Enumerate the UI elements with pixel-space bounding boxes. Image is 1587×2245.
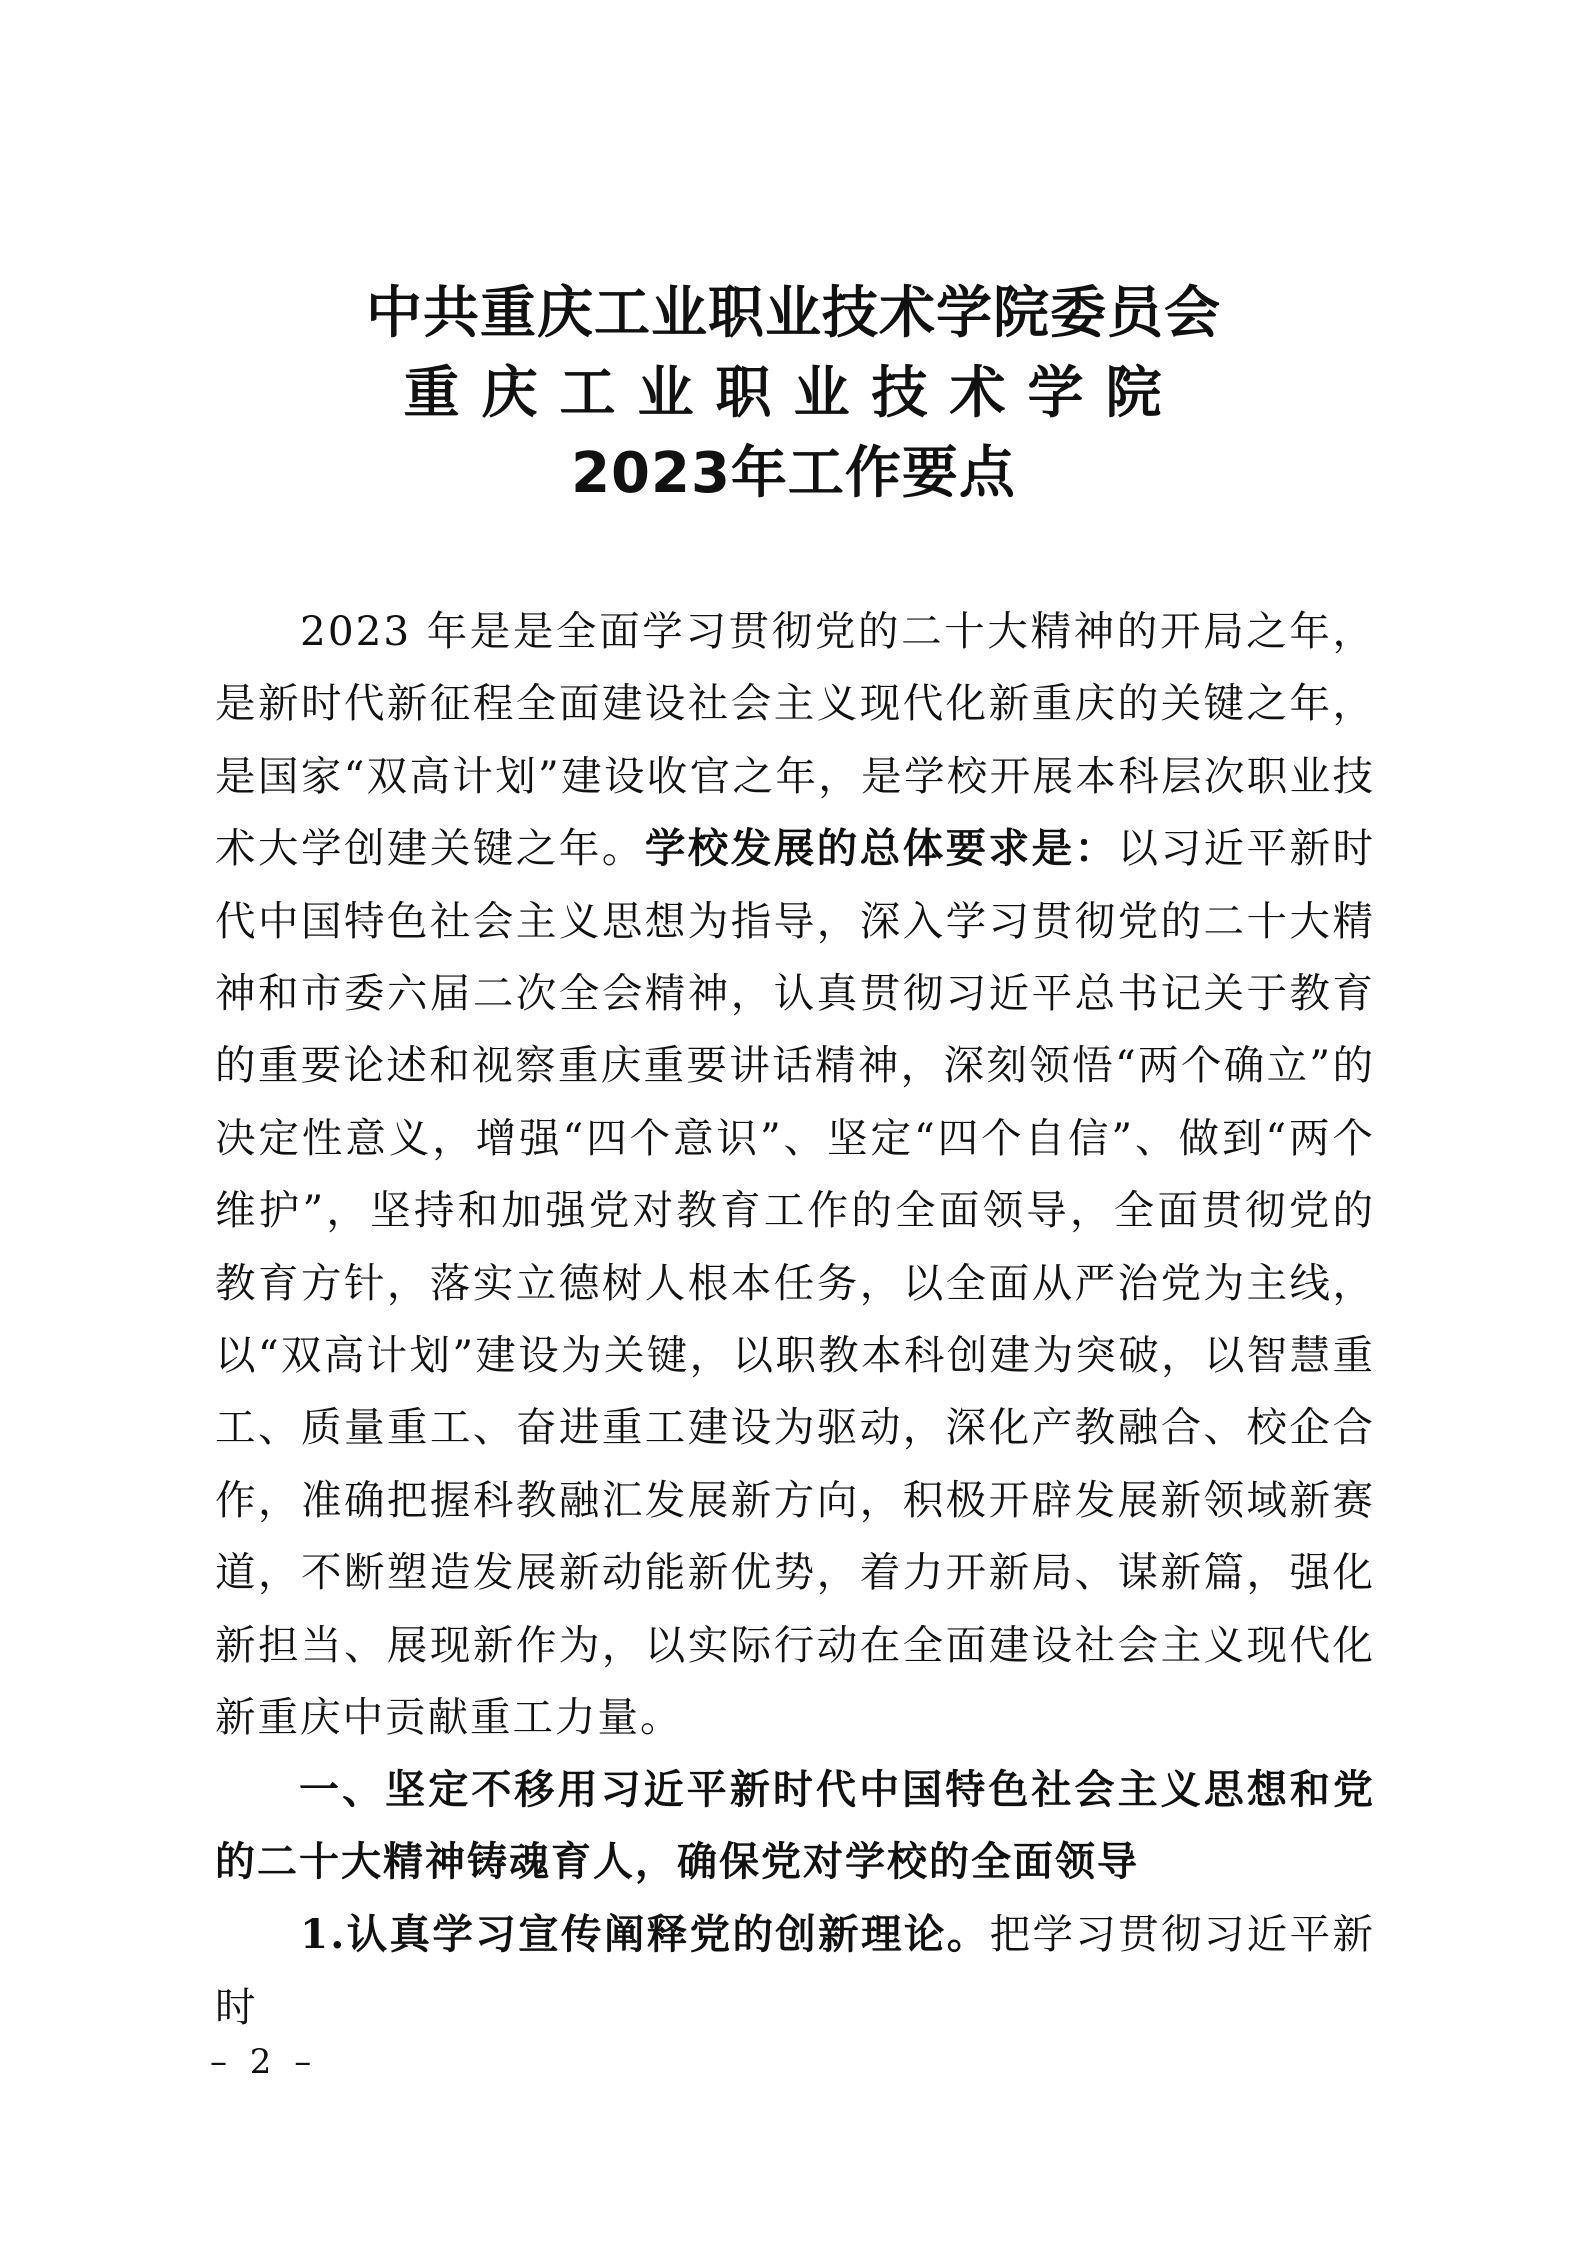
intro-paragraph	[215, 595, 1375, 1754]
item-text-1: 把学习贯彻习近平新时	[215, 1910, 1375, 2031]
item-title-1: 认真学习宣传阐释党的创新理论。	[346, 1910, 990, 1959]
overall-requirement-label: 学校发展的总体要求是：	[644, 824, 1118, 873]
intro-text-continued: 以习近平新时代中国特色社会主义思想为指导，深入学习贯彻党的二十大精神和市委六届二次全会精神，认真贯彻习近平总书记关于教育的重要论述和视察重庆重要讲话精神，深刻领悟“两个确立”的决定性意义，增强“四个意识”、坚定“四个自信”、做到“两个维护”，坚持和加强党对教育工作的全面领导，全面贯彻党的教育方针，落实立德树人根本任务，以全面从严治党为主线，以“双高计划”建设为关键，以职教本科创建为突破，以智慧重工、质量重工、奋进重工建设为驱动，深化产教融合、校企合作，准确把握科教融汇发展新方向，积极开辟发展新领域新赛道，不断塑造发展新动能新优势，着力开新局、谋新篇，强化新担当、展现新作为，以实际行动在全面建设社会主义现代化新重庆中贡献重工力量。	[215, 824, 1376, 1742]
intro-text: 2023 年是是全面学习贯彻党的二十大精神的开局之年，是新时代新征程全面建设社会主义现代化新重庆的关键之年，是国家“双高计划”建设收官之年，是学校开展本科层次职业技术大学创建关键之年。	[215, 607, 1375, 873]
section-heading-1: 一、坚定不移用习近平新时代中国特色社会主义思想和党的二十大精神铸魂育人，确保党对学校的全面领导	[215, 1766, 1375, 1885]
item-number-1: 1.	[300, 1910, 347, 1959]
page-number: – 2 –	[210, 2042, 318, 2082]
document-title-line-2: 重庆工业职业技术学院	[403, 361, 1184, 426]
item-paragraph-1	[215, 1898, 1375, 2043]
document-title-line-1: 中共重庆工业职业技术学院委员会	[366, 281, 1221, 346]
document-title-line-3: 2023年工作要点	[571, 441, 1016, 506]
document-body	[215, 595, 1375, 2043]
